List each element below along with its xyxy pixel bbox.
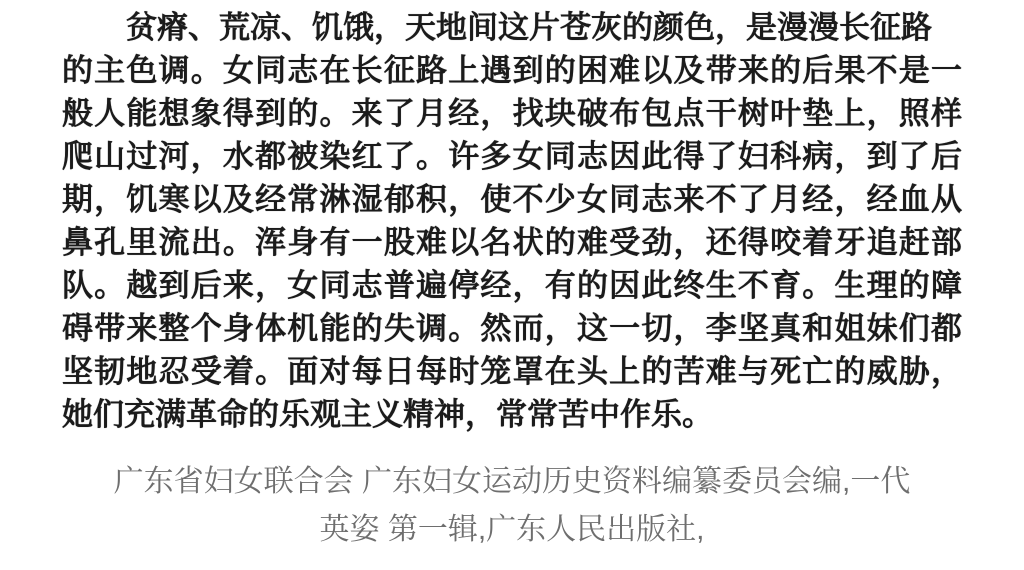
passage-line-10: 她们充满革命的乐观主义精神，常常苦中作乐。 <box>62 397 713 432</box>
passage-line-4: 爬山过河，水都被染红了。许多女同志因此得了妇科病，到了后 <box>62 139 962 174</box>
passage-line-1: 贫瘠、荒凉、饥饿，天地间这片苍灰的颜色，是漫漫长征路 <box>126 10 932 45</box>
passage-line-5: 期，饥寒以及经常淋湿郁积，使不少女同志来不了月经，经血从 <box>62 182 962 217</box>
passage-line-3: 般人能想象得到的。来了月经，找块破布包点干树叶垫上，照样 <box>62 96 962 131</box>
citation-text <box>0 458 1024 554</box>
passage-line-7: 队。越到后来，女同志普遍停经，有的因此终生不育。生理的障 <box>62 268 962 303</box>
passage-line-6: 鼻孔里流出。浑身有一股难以名状的难受劲，还得咬着牙追赶部 <box>62 225 962 260</box>
passage-line-8: 碍带来整个身体机能的失调。然而，这一切，李坚真和姐妹们都 <box>62 311 962 346</box>
passage-line-9: 坚韧地忍受着。面对每日每时笼罩在头上的苦难与死亡的威胁， <box>62 354 962 389</box>
citation-line-2: 英姿 第一辑,广东人民出版社, <box>319 513 705 546</box>
scanned-passage <box>62 6 962 436</box>
citation-line-1: 广东省妇女联合会 广东妇女运动历史资料编纂委员会编,一代 <box>113 465 911 498</box>
passage-line-2: 的主色调。女同志在长征路上遇到的困难以及带来的后果不是一 <box>62 53 962 88</box>
